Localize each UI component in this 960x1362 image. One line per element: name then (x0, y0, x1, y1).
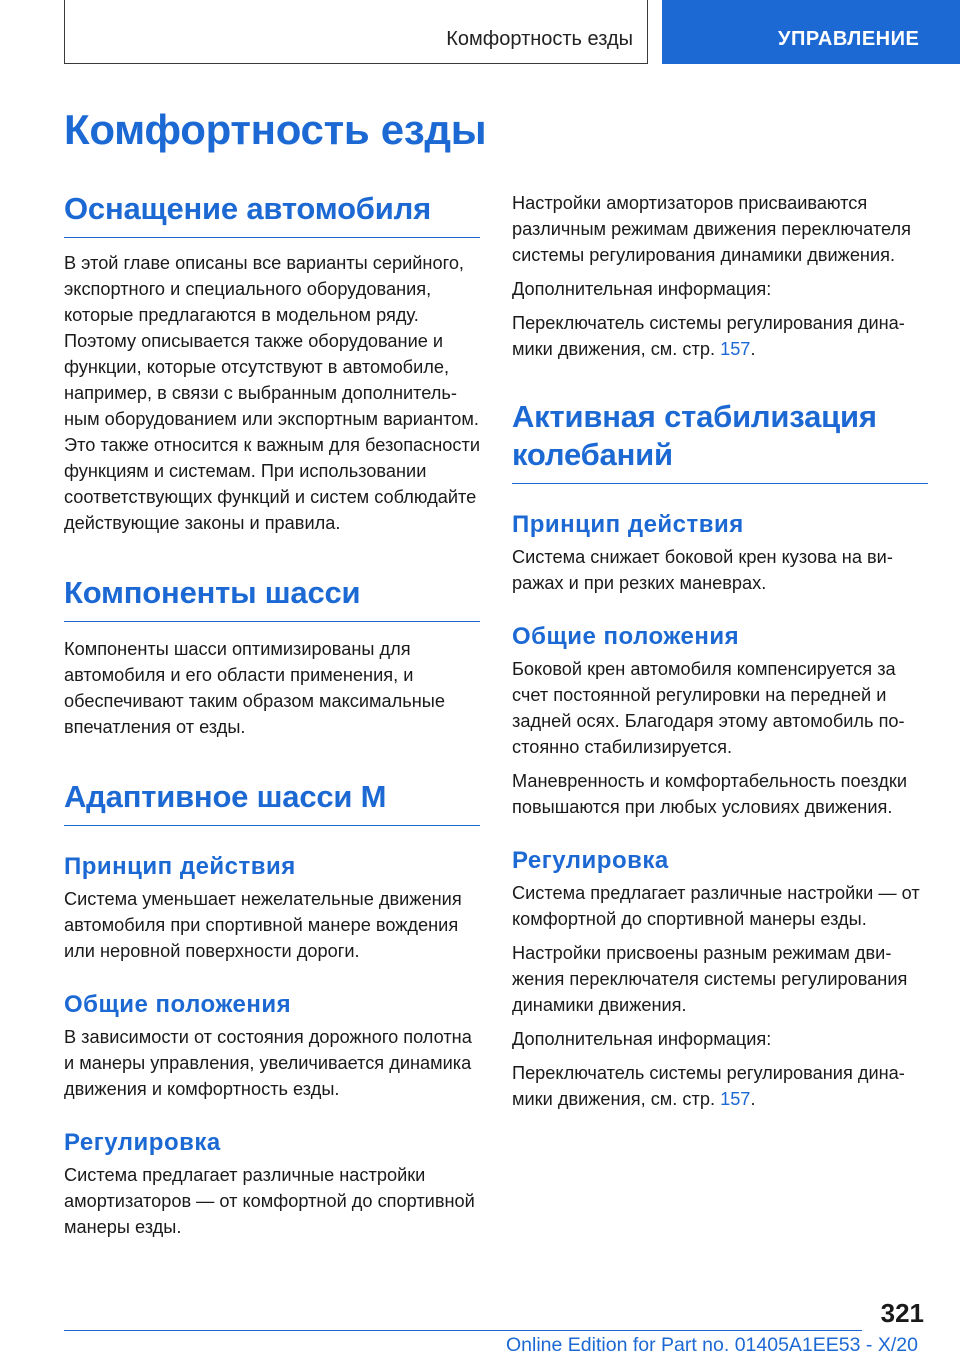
left-column (64, 190, 480, 1248)
paragraph-switch-ref: Переключатель системы регулирования динамики движения, см. стр. 157. (512, 313, 905, 359)
subheading-adjustment: Регулировка (512, 847, 669, 874)
right-column (512, 190, 928, 1120)
paragraph-principle: Система уменьшает нежелательные движения автомобиля при спортивной манере вождения или неровной поверхности дороги. (64, 889, 462, 961)
paragraph-additional-info: Дополнительная информация: (512, 279, 772, 299)
chapter-tab[interactable] (662, 0, 960, 64)
paragraph-settings-assigned: Настройки присвоены разным режимам движения переключателя системы регулирования динамики движения. (512, 943, 908, 1015)
subheading-principle: Принцип действия (64, 853, 296, 880)
footer-edition[interactable]: Online Edition for Part no. 01405A1EE53 - X/20 (506, 1334, 918, 1356)
paragraph-switch-ref: Переключатель системы регулирования динамики движения, см. стр. 157. (512, 1063, 905, 1109)
paragraph-adjustment: Система предлагает различные настройки — от комфортной до спортивной манеры езды. (512, 883, 920, 929)
header-section-box (64, 0, 648, 64)
paragraph-chassis-components: Компоненты шасси оптимизированы для автомобиля и его области применения, и обеспечивают таким образом максимальные впечатления от езды. (64, 639, 445, 737)
subheading-general: Общие положения (64, 991, 292, 1018)
paragraph-general: Боковой крен автомобиля компенсируется за счет постоянной регулировки на передней и задней осях. Благодаря этому автомобиль постоянно стабилизируется. (512, 659, 905, 757)
heading-adaptive-chassis: Адаптивное шасси M (64, 778, 480, 826)
heading-active-stabilization: Активная стабилизация колебаний (512, 398, 928, 484)
paragraph-additional-info: Дополнительная информация: (512, 1029, 772, 1049)
paragraph-equipment: В этой главе описаны все варианты серийного, экспортного и специального оборудования, которые предлагаются в модельном ряду. Поэтому описывается также оборудование и функции, которые отсутствуют в автомобиле, например, в связи с выбранным дополнительным оборудованием или экспортным вариантом. Это также относится к важным для безопасности функциям и системам. При использовании соответствующих функций и систем соблюдайте действующие законы и правила. (64, 253, 481, 533)
header-section-title: Комфортность езды (446, 28, 633, 50)
subheading-general: Общие положения (512, 623, 740, 650)
subheading-adjustment: Регулировка (64, 1129, 221, 1156)
chapter-tab-label: УПРАВЛЕНИЕ (778, 28, 920, 50)
page-link[interactable]: 157 (720, 1089, 751, 1109)
paragraph-general: В зависимости от состояния дорожного полотна и манеры управления, увеличивается динамика движения и комфортность езды. (64, 1027, 472, 1099)
page-title: Комфортность езды (64, 106, 487, 153)
paragraph-adjustment: Система предлагает различные настройки амортизаторов — от комфортной до спортивной манеры езды. (64, 1165, 475, 1237)
page-link[interactable]: 157 (720, 339, 751, 359)
heading-chassis-components: Компоненты шасси (64, 574, 480, 622)
page-number: 321 (880, 1298, 924, 1328)
footer-divider (64, 1330, 862, 1331)
paragraph-maneuverability: Маневренность и комфортабельность поездки повышаются при любых условиях движения. (512, 771, 907, 817)
subheading-principle: Принцип действия (512, 511, 744, 538)
heading-equipment: Оснащение автомобиля (64, 190, 480, 238)
paragraph-damper-settings: Настройки амортизаторов присваиваются различным режимам движения переключателя системы регулирования динамики движения. (512, 193, 911, 265)
paragraph-principle: Система снижает боковой крен кузова на виражах и при резких маневрах. (512, 547, 893, 593)
